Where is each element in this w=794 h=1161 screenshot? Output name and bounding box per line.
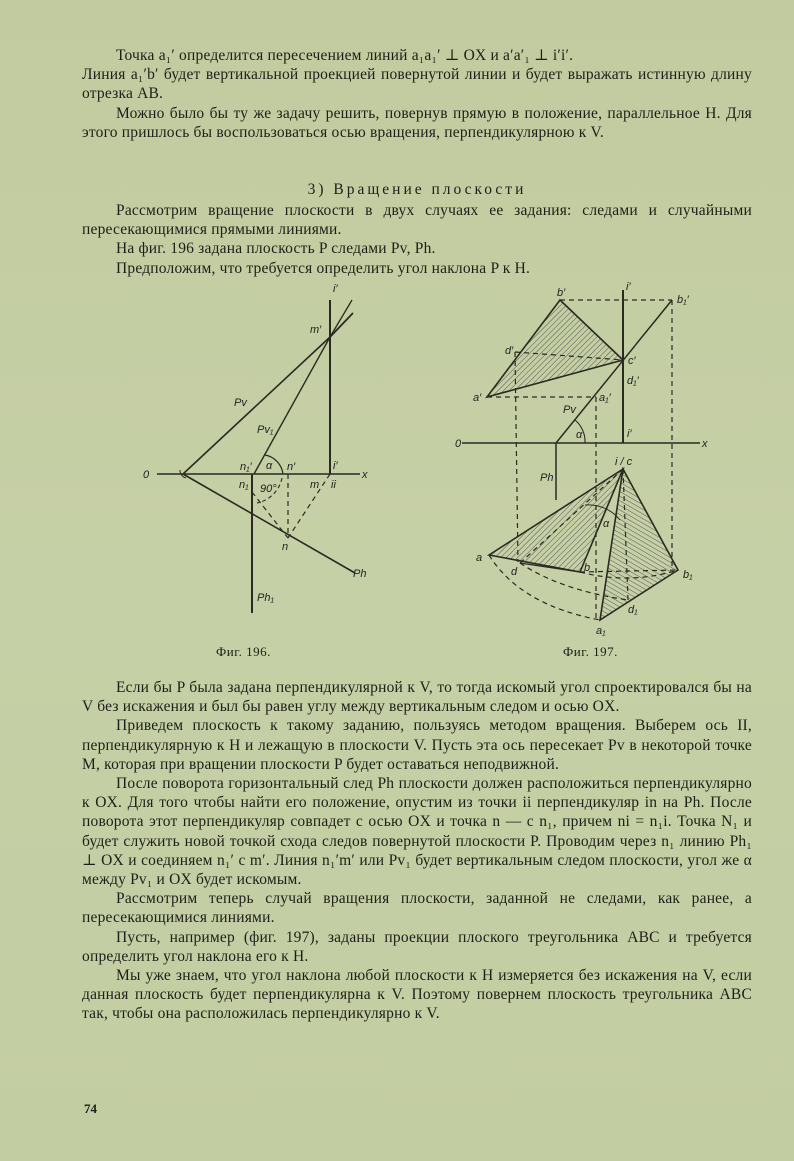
label-o: 0: [455, 438, 462, 450]
label-b: b: [584, 562, 591, 574]
label-c-prime: c′: [628, 355, 636, 367]
label-ii: ii: [331, 479, 336, 491]
label-pv1: Pv₁: [257, 424, 274, 436]
paragraph: Приведем плоскость к такому заданию, пользуясь методом вращения. Выберем ось II, перпендикулярную к H и лежащую в плоскости V. Пусть эта ось пересекает Pv в некоторой точке M, которая при вращении плоскости P будет оставаться неподвижной.: [82, 717, 752, 773]
caption-fig-197: Фиг. 197.: [563, 644, 618, 659]
label-n-prime: n′: [287, 461, 296, 473]
label-m-prime: m′: [310, 324, 322, 336]
label-90: 90°: [260, 483, 277, 495]
page-number: 74: [84, 1101, 97, 1116]
label-a: a: [476, 552, 483, 564]
paragraph: Рассмотрим теперь случай вращения плоскости, заданной не следами, как ранее, а пересекающимися линиями.: [82, 890, 752, 927]
label-b1-prime: b₁′: [677, 294, 689, 306]
paragraph: Пусть, например (фиг. 197), заданы проекции плоского треугольника ABC и требуется определить угол наклона его к H.: [82, 928, 752, 965]
label-i-prime: i′: [333, 460, 338, 472]
label-alpha-bottom: α: [603, 518, 610, 530]
text-bottom: [82, 678, 752, 1024]
caption-fig-196: Фиг. 196.: [216, 644, 271, 659]
label-d-prime: d′: [505, 345, 514, 357]
label-i-top: i′: [626, 281, 631, 293]
label-b1: b₁: [683, 569, 693, 581]
paragraph: Точка a₁′ определится пересечением линий a₁a₁′ ⊥ OX и a′a′₁ ⊥ i′i′.: [116, 47, 574, 64]
label-alpha-top: α: [576, 429, 583, 441]
label-n: n: [282, 541, 289, 553]
label-b-prime: b′: [557, 287, 566, 299]
label-i-top: i′: [333, 283, 338, 295]
paragraph: После поворота горизонтальный след Ph плоскости должен расположиться перпендикулярно к OX. Для того чтобы найти его положение, опустим из точки ii перпендикуляр in на Ph. После поворота этот перпендикуляр совпадет с осью OX и точка n — с n₁, причем ni = n₁i. Точка N₁ и будет служить новой точкой схода следов повернутой плоскости P. Проводим через n₁ линию Ph₁ ⊥ OX и соединяем n₁′ с m′. Линия n₁′m′ или Pv₁ будет вертикальным следом плоскости, угол же α между Pv₁ и OX будет искомым.: [82, 775, 752, 889]
paragraph: Предположим, что требуется определить угол наклона P к H.: [116, 259, 531, 277]
label-a-prime: a′: [473, 392, 482, 404]
paragraph: Мы уже знаем, что угол наклона любой плоскости к H измеряется без искажения на V, если данная плоскость будет перпендикулярна к V. Поэтому повернем плоскость треугольника ABC так, чтобы она расположилась перпендикулярно к V.: [82, 967, 752, 1023]
label-a1: a₁: [596, 625, 606, 637]
label-o: 0: [143, 469, 150, 481]
label-a1-prime: a₁′: [599, 392, 611, 404]
label-n1-prime: n₁′: [240, 461, 252, 473]
label-m: m: [310, 479, 320, 491]
label-pv: Pv: [563, 404, 576, 416]
paragraph: Можно было бы ту же задачу решить, повернув прямую в положение, параллельное H. Для этого пришлось бы воспользоваться осью вращения, перпендикулярною к V.: [82, 104, 752, 141]
label-n1: n₁: [239, 479, 249, 491]
label-ph: Ph: [353, 568, 367, 580]
label-i-prime: i′: [627, 428, 632, 440]
label-pv: Pv: [234, 397, 247, 409]
label-ph1: Ph₁: [257, 592, 274, 604]
paragraph: Рассмотрим вращение плоскости в двух случаях ее задания: следами и случайными пересекающимися прямыми линиями.: [82, 202, 752, 239]
label-ic: i / c: [615, 456, 633, 468]
section-heading: 3) Вращение плоскости: [307, 181, 527, 198]
label-ph: Ph: [540, 472, 554, 484]
paragraph: Если бы P была задана перпендикулярной к V, то тогда искомый угол спроектировался бы на V без искажения и был бы равен углу между вертикальным следом и осью OX.: [82, 679, 752, 716]
label-d1-prime: d₁′: [627, 375, 639, 387]
label-x: x: [362, 469, 368, 481]
label-alpha: α: [266, 460, 273, 472]
paragraph: Линия a₁′b′ будет вертикальной проекцией повернутой линии и будет выражать истинную длину отрезка AB.: [82, 66, 752, 103]
label-d: d: [511, 566, 518, 578]
label-x: x: [702, 438, 708, 450]
label-d1: d₁: [628, 604, 638, 616]
paragraph: На фиг. 196 задана плоскость P следами Pv, Ph.: [116, 240, 436, 258]
